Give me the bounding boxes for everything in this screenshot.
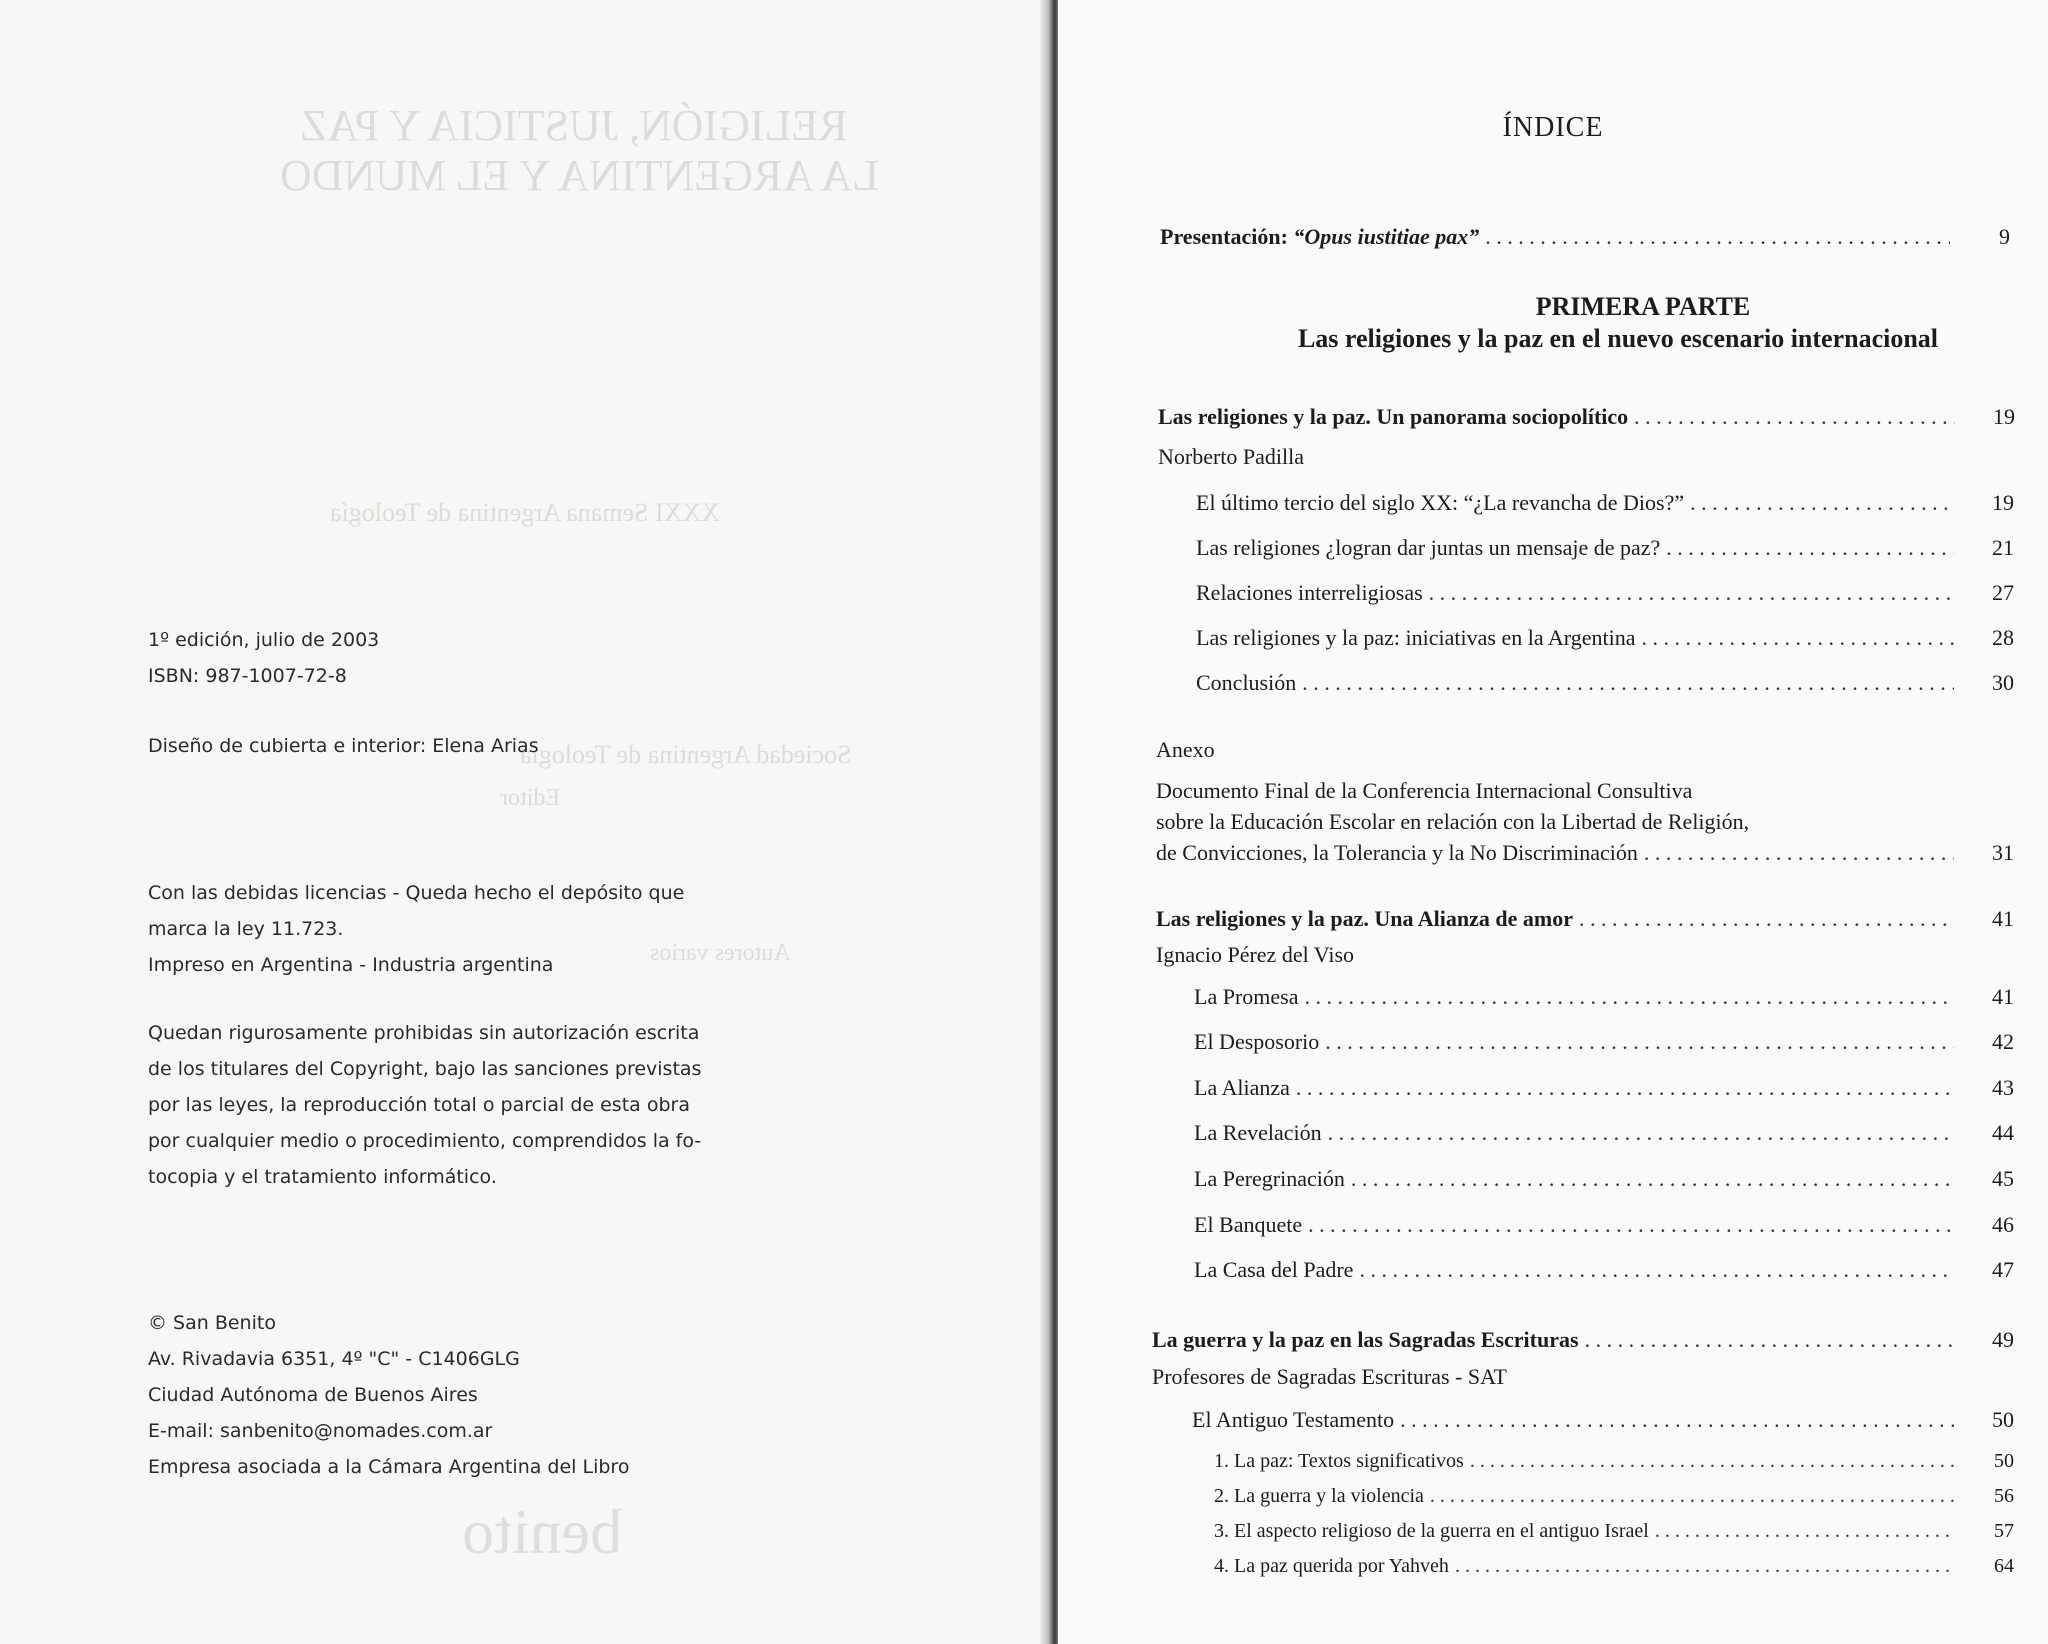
prohibicion-line: por cualquier medio o procedimiento, comprendidos la fo-: [148, 1130, 702, 1152]
prohibicion-line: tocopia y el tratamiento informático.: [148, 1166, 497, 1188]
show-through-editor-ghost: Editor: [500, 785, 560, 811]
part-subtitle: Las religiones y la paz en el nuevo escenario internacional: [1297, 324, 1939, 353]
toc-entry: [1196, 490, 2014, 516]
entry-label: El Desposorio: [1194, 1029, 1320, 1054]
toc-title: ÍNDICE: [1502, 112, 1604, 143]
toc-entry: [1196, 535, 2014, 561]
leader-dots: [1302, 1212, 1954, 1238]
san-benito-logo-ghost: benito: [462, 1496, 622, 1567]
entry-label: Las religiones ¿logran dar juntas un mensaje de paz?: [1196, 535, 1661, 560]
entry-label: Las religiones y la paz. Un panorama sociopolítico: [1158, 404, 1629, 429]
leader-dots: [1635, 625, 1954, 651]
page-number: 21: [1992, 535, 2014, 560]
prohibicion-line: por las leyes, la reproducción total o parcial de esta obra: [148, 1094, 690, 1116]
licencias-line: Impreso en Argentina - Industria argentina: [148, 954, 554, 976]
toc-entry: [1194, 1075, 2014, 1101]
leader-dots: [1296, 670, 1954, 696]
entry-label: Conclusión: [1196, 670, 1297, 695]
page-number: 41: [1992, 984, 2014, 1009]
leader-dots: [1423, 580, 1954, 606]
leader-dots: [1464, 1450, 1954, 1473]
anexo-heading: Anexo: [1156, 737, 1215, 762]
entry-label: La Casa del Padre: [1194, 1257, 1354, 1282]
toc-entry: [1214, 1450, 2014, 1473]
toc-entry: [1194, 1212, 2014, 1238]
toc-entry-section: [1156, 906, 2014, 932]
isbn-line: ISBN: 987-1007-72-8: [148, 665, 347, 687]
publisher-line: © San Benito: [148, 1312, 276, 1334]
entry-label: 3. El aspecto religioso de la guerra en el antiguo Israel: [1214, 1520, 1649, 1542]
page-number: 47: [1992, 1257, 2014, 1282]
design-block: [148, 728, 690, 764]
show-through-authors-ghost: Autores varios: [650, 940, 791, 966]
leader-dots: [1684, 490, 1954, 516]
entry-label: Las religiones y la paz: iniciativas en la Argentina: [1196, 625, 1636, 650]
entry-label: El Banquete: [1194, 1212, 1303, 1237]
entry-label: 2. La guerra y la violencia: [1214, 1485, 1424, 1507]
section-author: Ignacio Pérez del Viso: [1156, 942, 1355, 967]
prohibicion-block: [148, 1015, 702, 1195]
page-number: 9: [1999, 224, 2010, 249]
leader-dots: [1649, 1520, 1954, 1543]
toc-entry-anexo: [1156, 840, 2014, 866]
entry-label: El último tercio del siglo XX: “¿La revancha de Dios?”: [1196, 490, 1685, 515]
toc-entry: [1194, 1029, 2014, 1055]
entry-label: de Convicciones, la Tolerancia y la No Discriminación: [1156, 840, 1638, 865]
page-number: 28: [1992, 625, 2014, 650]
toc-entry: [1214, 1520, 2014, 1543]
leader-dots: [1628, 404, 1955, 430]
show-through-title-ghost: RELIGIÓN, JUSTICIA Y PAZ: [300, 101, 848, 150]
anexo-doc-line: Documento Final de la Conferencia Internacional Consultiva: [1156, 778, 1693, 803]
leader-dots: [1579, 1327, 1954, 1353]
publisher-line: Empresa asociada a la Cámara Argentina del Libro: [148, 1456, 630, 1478]
licencias-line: Con las debidas licencias - Queda hecho el depósito que: [148, 882, 685, 904]
toc-entry: [1214, 1555, 2014, 1578]
leader-dots: [1424, 1485, 1954, 1508]
section-author: Norberto Padilla: [1158, 444, 1305, 469]
entry-label: 4. La paz querida por Yahveh: [1214, 1555, 1449, 1577]
toc-entry: [1194, 984, 2014, 1010]
leader-dots: [1353, 1257, 1954, 1283]
toc-entry-section: [1158, 404, 2015, 430]
leader-dots: [1298, 984, 1954, 1010]
page-number: 64: [1994, 1555, 2014, 1577]
entry-label: La Promesa: [1194, 984, 1299, 1009]
edition-line: 1º edición, julio de 2003: [148, 629, 380, 651]
prohibicion-line: Quedan rigurosamente prohibidas sin autorización escrita: [148, 1022, 700, 1044]
page-number: 27: [1992, 580, 2014, 605]
anexo-doc-line: sobre la Educación Escolar en relación con la Libertad de Religión,: [1156, 809, 1750, 834]
entry-label: La Alianza: [1194, 1075, 1290, 1100]
page-number: 50: [1992, 1407, 2014, 1432]
leader-dots: [1322, 1120, 1954, 1146]
toc-entry: [1196, 670, 2014, 696]
toc-entry: [1194, 1257, 2014, 1283]
toc-entry-section: [1152, 1327, 2014, 1353]
leader-dots: [1394, 1407, 1954, 1433]
page-number: 30: [1992, 670, 2014, 695]
page-number: 31: [1992, 840, 2014, 865]
leader-dots: [1345, 1166, 1954, 1192]
leader-dots: [1573, 906, 1954, 932]
show-through-sociedad-ghost: Sociedad Argentina de Teología: [520, 740, 852, 769]
entry-label: Las religiones y la paz. Una Alianza de amor: [1156, 906, 1573, 931]
entry-label: La Revelación: [1194, 1120, 1322, 1145]
toc-entry: [1196, 580, 2014, 606]
licencias-block: [148, 875, 690, 983]
page-number: 19: [1993, 404, 2015, 429]
page-number: 43: [1992, 1075, 2014, 1100]
right-page: [1058, 0, 2048, 1644]
licencias-line: marca la ley 11.723.: [148, 918, 344, 940]
toc-entry: [1194, 1166, 2014, 1192]
edition-block: [148, 622, 690, 694]
page-number: 44: [1992, 1120, 2014, 1145]
publisher-email: E-mail: sanbenito@nomades.com.ar: [148, 1420, 493, 1442]
publisher-block: [148, 1305, 690, 1485]
part-title: PRIMERA PARTE: [1535, 292, 1751, 321]
prohibicion-line: de los titulares del Copyright, bajo las sanciones previstas: [148, 1058, 702, 1080]
page-number: 57: [1994, 1520, 2014, 1542]
leader-dots: [1479, 224, 1950, 250]
page-number: 56: [1994, 1485, 2014, 1507]
entry-label: El Antiguo Testamento: [1192, 1407, 1395, 1432]
leader-dots: [1660, 535, 1954, 561]
leader-dots: [1290, 1075, 1954, 1101]
page-number: 45: [1992, 1166, 2014, 1191]
publisher-line: Ciudad Autónoma de Buenos Aires: [148, 1384, 478, 1406]
entry-label: Relaciones interreligiosas: [1196, 580, 1423, 605]
entry-label: La Peregrinación: [1194, 1166, 1345, 1191]
entry-title: “Opus iustitiae pax”: [1293, 224, 1480, 249]
toc-entry: [1192, 1407, 2014, 1433]
entry-label: La guerra y la paz en las Sagradas Escrituras: [1152, 1327, 1579, 1352]
page-number: 49: [1992, 1327, 2014, 1352]
page-number: 41: [1992, 906, 2014, 931]
toc-entry-presentacion: [1160, 224, 2010, 250]
toc-entry: [1196, 625, 2014, 651]
section-author: Profesores de Sagradas Escrituras - SAT: [1152, 1364, 1507, 1389]
leader-dots: [1638, 840, 1954, 866]
page-number: 42: [1992, 1029, 2014, 1054]
leader-dots: [1449, 1555, 1954, 1578]
entry-label: Presentación:: [1160, 224, 1288, 249]
show-through-semana-ghost: XXXI Semana Argentina de Teología: [330, 498, 721, 527]
design-credit: Diseño de cubierta e interior: Elena Arias: [148, 735, 539, 757]
show-through-subtitle-ghost: LA ARGENTINA Y EL MUNDO: [280, 151, 879, 200]
page-number: 50: [1994, 1450, 2014, 1472]
publisher-line: Av. Rivadavia 6351, 4º "C" - C1406GLG: [148, 1348, 520, 1370]
toc-entry: [1214, 1485, 2014, 1508]
entry-label: 1. La paz: Textos significativos: [1214, 1450, 1464, 1472]
leader-dots: [1319, 1029, 1954, 1055]
toc-entry: [1194, 1120, 2014, 1146]
page-number: 19: [1992, 490, 2014, 515]
page-number: 46: [1992, 1212, 2014, 1237]
